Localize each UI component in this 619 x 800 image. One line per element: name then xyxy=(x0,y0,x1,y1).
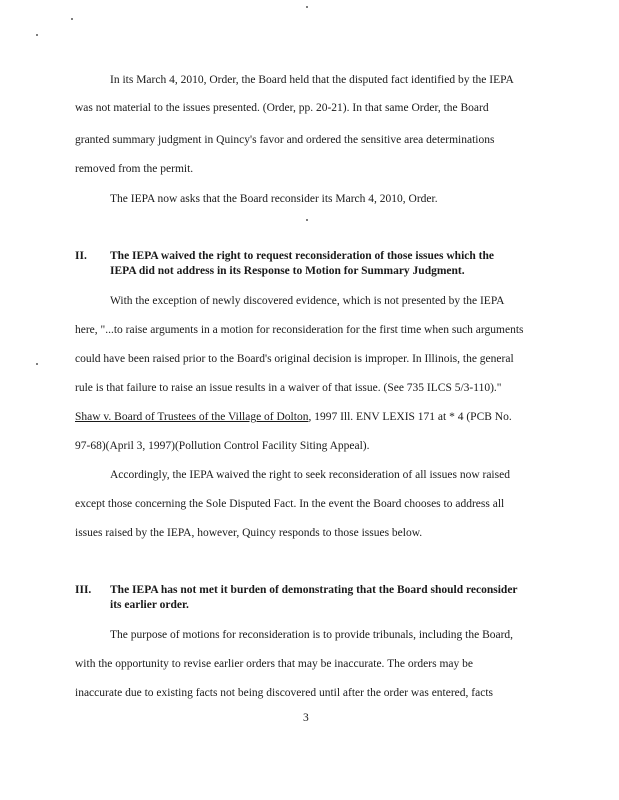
section-heading: its earlier order. xyxy=(110,599,189,611)
scan-speck xyxy=(306,219,308,221)
section-heading: The IEPA has not met it burden of demonstrating that the Board should reconsider xyxy=(110,584,518,596)
paragraph-line: removed from the permit. xyxy=(75,163,194,175)
scan-speck xyxy=(36,363,38,365)
paragraph-line: here, "...to raise arguments in a motion for reconsideration for the first time when such arguments xyxy=(75,324,524,336)
section-heading: IEPA did not address in its Response to Motion for Summary Judgment. xyxy=(110,265,465,277)
paragraph-line: The purpose of motions for reconsideration is to provide tribunals, including the Board, xyxy=(110,629,514,641)
citation-line: 97-68)(April 3, 1997)(Pollution Control Facility Siting Appeal). xyxy=(75,440,370,452)
paragraph-line: With the exception of newly discovered evidence, which is not presented by the IEPA xyxy=(110,295,505,307)
paragraph-line: except those concerning the Sole Disputed Fact. In the event the Board chooses to address all xyxy=(75,498,505,510)
citation-line xyxy=(75,410,512,424)
paragraph-line: The IEPA now asks that the Board reconsider its March 4, 2010, Order. xyxy=(110,193,438,205)
paragraph-line: granted summary judgment in Quincy's favor and ordered the sensitive area determinations xyxy=(75,134,495,146)
paragraph-line: with the opportunity to revise earlier orders that may be inaccurate. The orders may be xyxy=(75,658,473,670)
citation-text: , 1997 Ill. ENV LEXIS 171 at * 4 (PCB No. xyxy=(308,411,512,423)
case-name: Shaw v. Board of Trustees of the Village of Dolton xyxy=(75,411,309,423)
paragraph-line: inaccurate due to existing facts not being discovered until after the order was entered, facts xyxy=(75,687,493,699)
paragraph-line: Accordingly, the IEPA waived the right to seek reconsideration of all issues now raised xyxy=(110,469,510,481)
paragraph-line: was not material to the issues presented. (Order, pp. 20-21). In that same Order, the Board xyxy=(75,102,489,114)
scan-speck xyxy=(36,34,38,36)
paragraph-line: rule is that failure to raise an issue results in a waiver of that issue. (See 735 ILCS 5/3-110)." xyxy=(75,382,502,394)
page-number: 3 xyxy=(303,712,309,724)
scan-speck xyxy=(306,6,308,8)
section-numeral: III. xyxy=(75,584,92,596)
paragraph-line: In its March 4, 2010, Order, the Board held that the disputed fact identified by the IEPA xyxy=(110,74,514,86)
section-heading: The IEPA waived the right to request reconsideration of those issues which the xyxy=(110,250,494,262)
paragraph-line: issues raised by the IEPA, however, Quincy responds to those issues below. xyxy=(75,527,423,539)
section-numeral: II. xyxy=(75,250,87,262)
paragraph-line: could have been raised prior to the Board's original decision is improper. In Illinois, the general xyxy=(75,353,514,365)
scan-speck xyxy=(71,18,73,20)
